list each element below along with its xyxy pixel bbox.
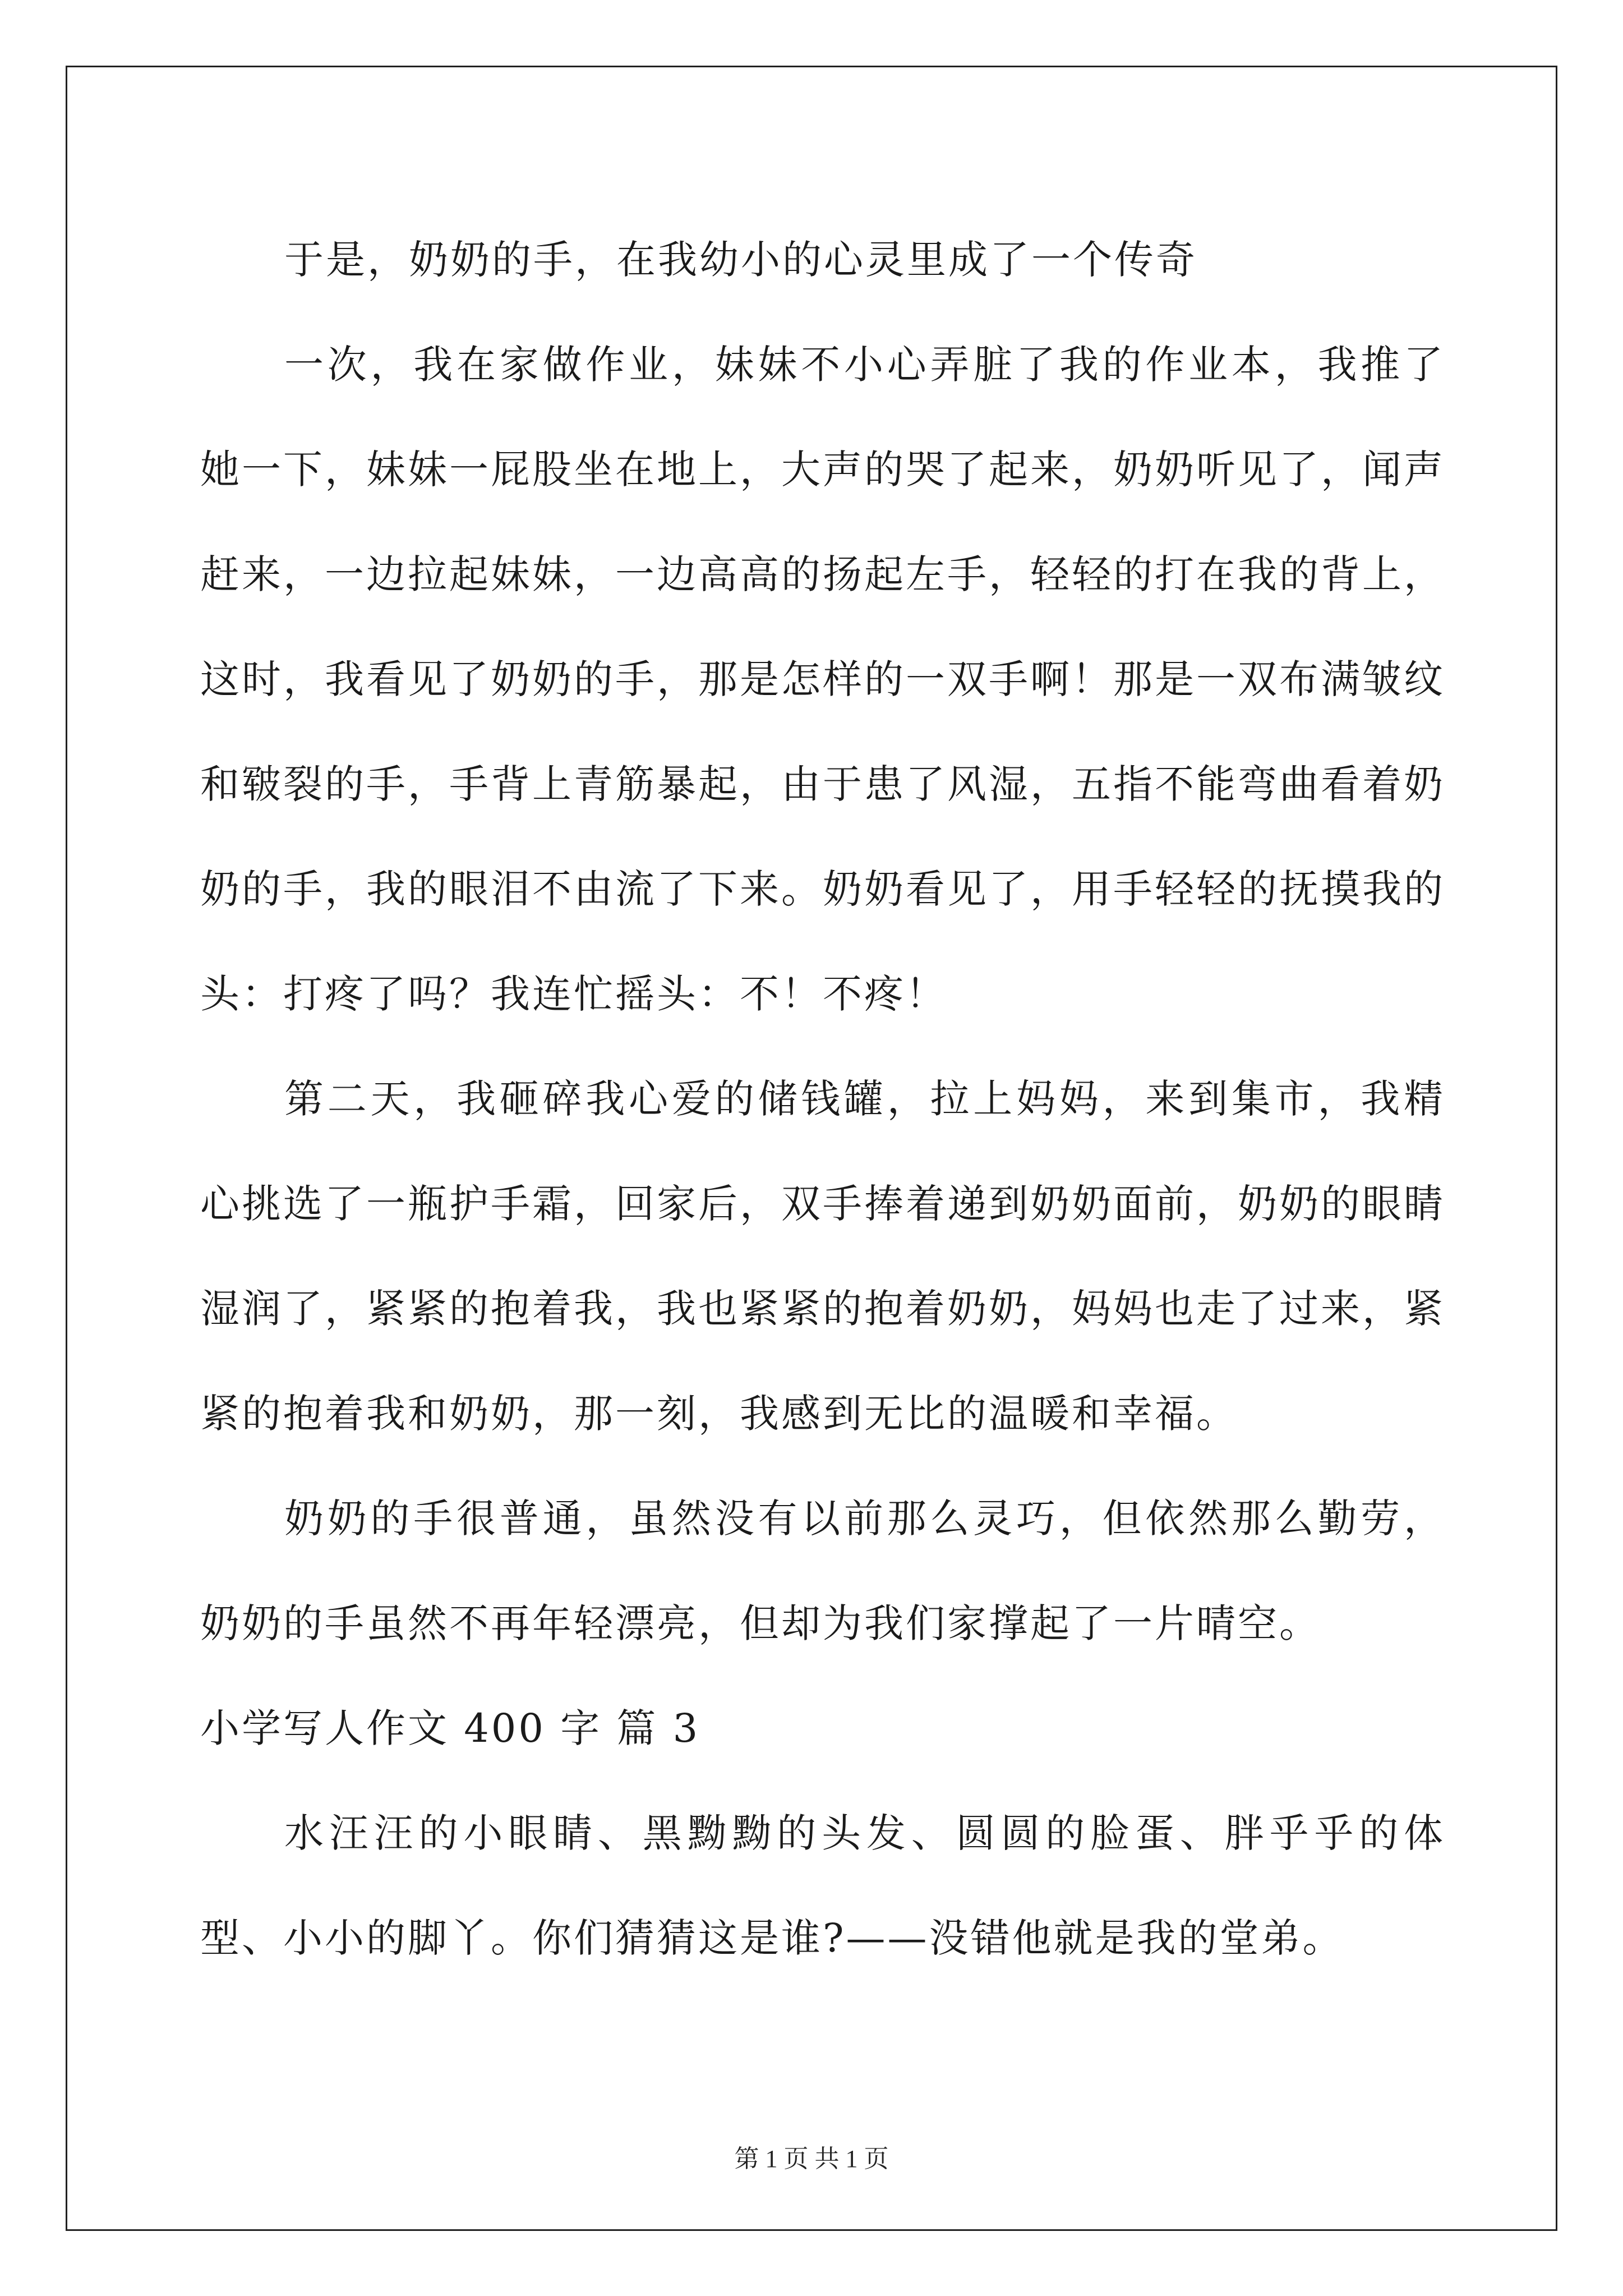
paragraph: 于是，奶奶的手，在我幼小的心灵里成了一个传奇 [284,237,1197,283]
section-heading: 小学写人作文 400 字 篇 3 [200,1705,700,1751]
paragraph: 第二天，我砸碎我心爱的储钱罐，拉上妈妈，来到集市，我精心挑选了一瓶护手霜，回家后，双手捧着递到奶奶面前，奶奶的眼睛湿润了，紧紧的抱着我，我也紧紧的抱着奶奶，妈妈也走了过来，紧紧的抱着我和奶奶，那一刻，我感到无比的温暖和幸福。 [200,1076,1445,1437]
paragraph: 奶奶的手很普通，虽然没有以前那么灵巧，但依然那么勤劳，奶奶的手虽然不再年轻漂亮，但却为我们家撑起了一片晴空。 [200,1496,1445,1646]
document-body [200,208,1445,1991]
paragraph: 一次，我在家做作业，妹妹不小心弄脏了我的作业本，我推了她一下，妹妹一屁股坐在地上，大声的哭了起来，奶奶听见了，闻声赶来，一边拉起妹妹，一边高高的扬起左手，轻轻的打在我的背上，这时，我看见了奶奶的手，那是怎样的一双手啊！那是一双布满皱纹和皲裂的手，手背上青筋暴起，由于患了风湿，五指不能弯曲看着奶奶的手，我的眼泪不由流了下来。奶奶看见了，用手轻轻的抚摸我的头：打疼了吗？我连忙摇头：不！不疼！ [200,342,1445,1017]
paragraph: 水汪汪的小眼睛、黑黝黝的头发、圆圆的脸蛋、胖乎乎的体型、小小的脚丫。你们猜猜这是谁?——没错他就是我的堂弟。 [200,1810,1445,1961]
page-number-footer: 第 1 页 共 1 页 [734,2145,889,2173]
